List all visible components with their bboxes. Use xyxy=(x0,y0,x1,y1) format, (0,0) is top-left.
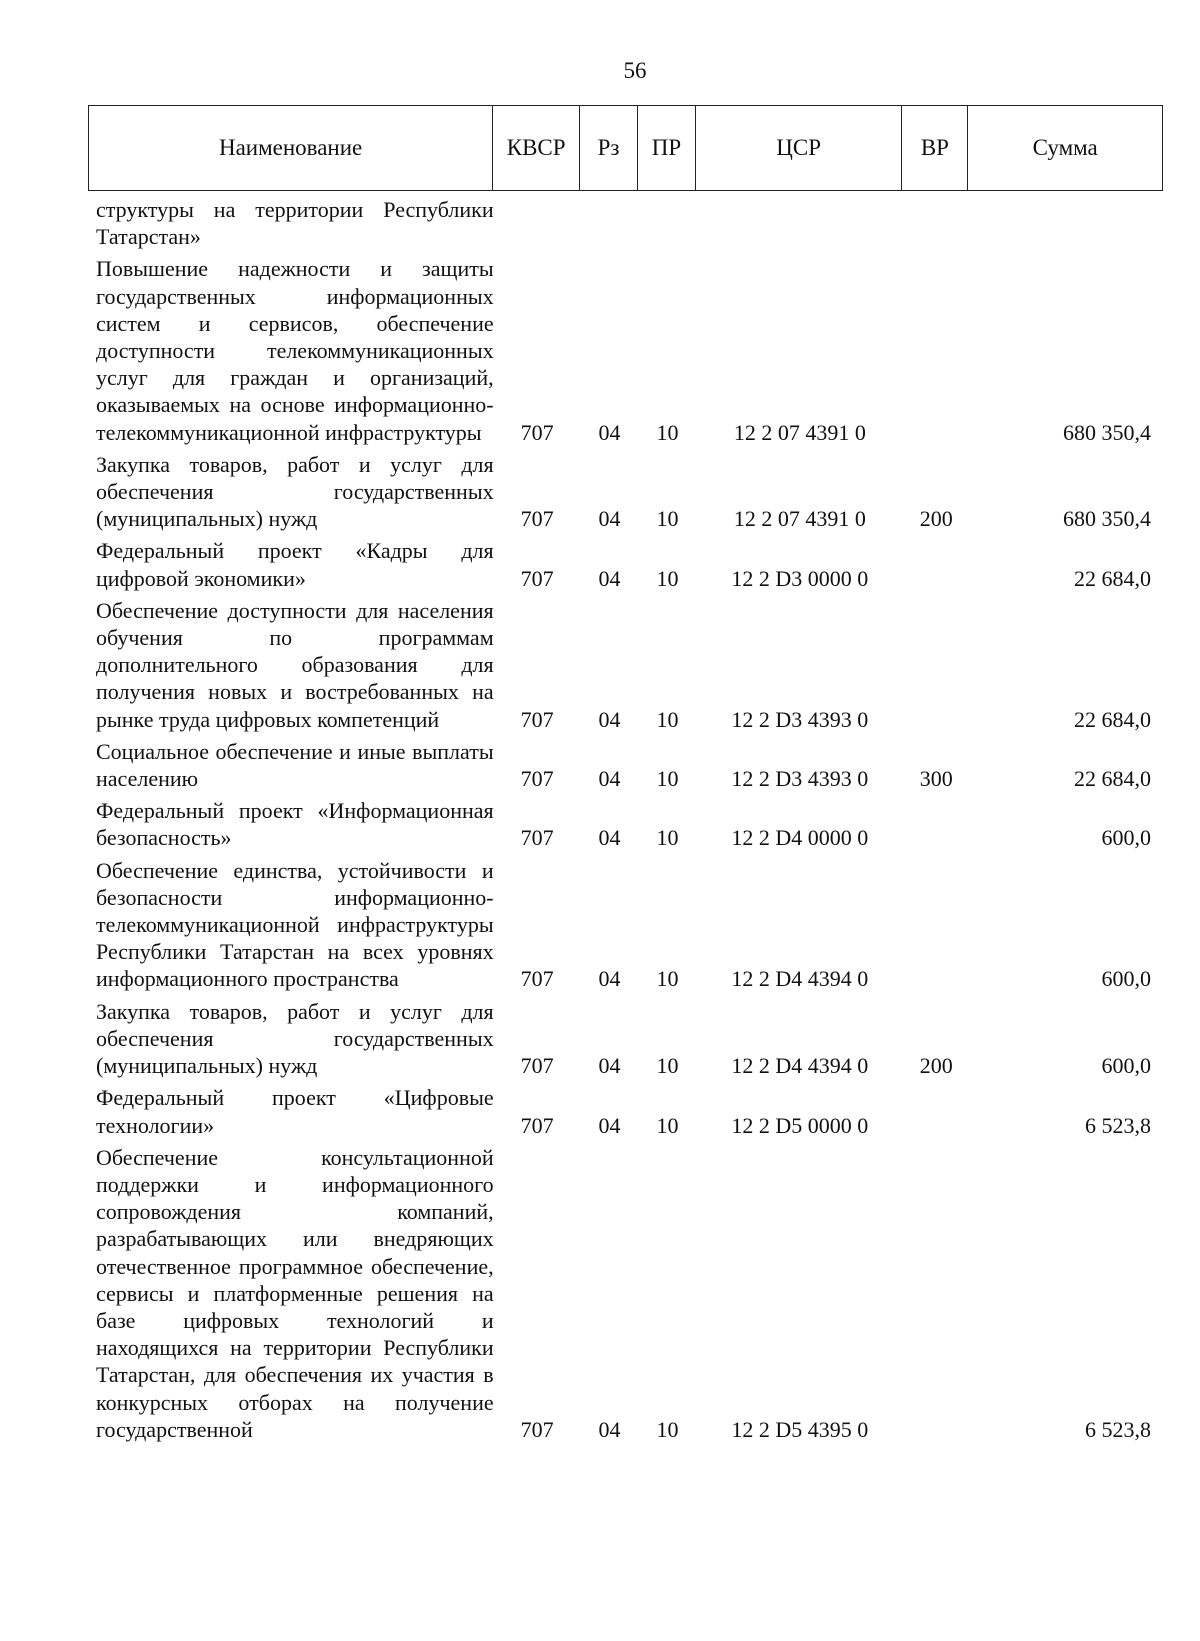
row-name: Закупка товаров, работ и услуг для обеспечения государственных (муниципальных) нужд xyxy=(96,998,494,1079)
page-number: 56 xyxy=(623,58,647,83)
row-name: Социальное обеспечение и иные выплаты населению xyxy=(96,738,494,792)
row-sum: 680 350,4 xyxy=(1062,506,1151,532)
row-kvsr: 707 xyxy=(520,1416,554,1442)
row-kvsr: 707 xyxy=(520,1112,554,1138)
row-vr: 200 xyxy=(919,1053,953,1079)
row-name: Федеральный проект «Информационная безопасность» xyxy=(96,798,494,851)
row-rz: 04 xyxy=(598,706,621,732)
row-pr: 10 xyxy=(656,419,679,445)
row-kvsr: 707 xyxy=(520,419,554,445)
header-rz: Рз xyxy=(580,106,638,190)
table-header xyxy=(88,105,1163,191)
table-row xyxy=(88,998,1163,1080)
row-csr: 12 2 D3 4393 0 xyxy=(731,706,869,732)
row-kvsr: 707 xyxy=(520,766,554,792)
row-pr: 10 xyxy=(656,565,679,591)
row-kvsr: 707 xyxy=(520,825,554,851)
row-sum: 600,0 xyxy=(1101,966,1151,992)
row-kvsr: 707 xyxy=(520,506,554,532)
header-sum: Сумма xyxy=(1032,135,1098,160)
row-pr: 10 xyxy=(656,706,679,732)
table-row xyxy=(88,797,1163,851)
row-sum: 6 523,8 xyxy=(1084,1416,1151,1442)
row-rz: 04 xyxy=(598,565,621,591)
row-pr: 10 xyxy=(656,766,679,792)
row-csr: 12 2 D4 4394 0 xyxy=(731,1053,869,1079)
row-pr: 10 xyxy=(656,1112,679,1138)
row-sum: 680 350,4 xyxy=(1062,419,1151,445)
header-csr: ЦСР xyxy=(696,106,903,190)
row-csr: 12 2 D4 4394 0 xyxy=(731,966,869,992)
row-kvsr: 707 xyxy=(520,966,554,992)
row-csr: 12 2 D5 0000 0 xyxy=(731,1112,869,1138)
row-name: Закупка товаров, работ и услуг для обеспечения государственных (муниципальных) нужд xyxy=(96,451,494,532)
row-name: структуры на территории Республики Татарстан» xyxy=(96,197,494,250)
row-name: Обеспечение консультационной поддержки и информационного сопровождения компаний, разрабатывающих или внедряющих отечественное программное обеспечение, сервисы и платформенные решения на базе цифровых технологий и находящихся на территории Республики Татарстан, для обеспечения их участия в конкурсных отборах на получение государственной xyxy=(96,1144,494,1442)
row-name: Федеральный проект «Цифровые технологии» xyxy=(96,1085,494,1138)
row-vr: 200 xyxy=(919,506,953,532)
row-rz: 04 xyxy=(598,825,621,851)
table-row xyxy=(88,537,1163,591)
row-name: Повышение надежности и защиты государственных информационных систем и сервисов, обеспечение доступности телекоммуникационных услуг для граждан и организаций, оказываемых на основе информационно-телекоммуникационной инфраструктуры xyxy=(96,256,494,445)
row-rz: 04 xyxy=(598,966,621,992)
table-row xyxy=(88,255,1163,445)
row-vr: 300 xyxy=(919,766,953,792)
row-rz: 04 xyxy=(598,1416,621,1442)
row-csr: 12 2 D4 0000 0 xyxy=(731,825,869,851)
header-vr: ВР xyxy=(902,106,968,190)
table-row xyxy=(88,1144,1163,1443)
row-rz: 04 xyxy=(598,1112,621,1138)
table-row xyxy=(88,451,1163,533)
row-sum: 22 684,0 xyxy=(1073,766,1151,792)
row-pr: 10 xyxy=(656,825,679,851)
table-row xyxy=(88,738,1163,792)
header-pr: ПР xyxy=(638,106,696,190)
row-name: Обеспечение доступности для населения обучения по программам дополнительного образования для получения новых и востребованных на рынке труда цифровых компетенций xyxy=(96,597,494,732)
row-csr: 12 2 D3 0000 0 xyxy=(731,565,869,591)
row-pr: 10 xyxy=(656,966,679,992)
row-name: Обеспечение единства, устойчивости и безопасности информационно-телекоммуникационной инфраструктуры Республики Татарстан на всех уровнях информационного пространства xyxy=(96,857,494,992)
row-sum: 22 684,0 xyxy=(1073,706,1151,732)
row-csr: 12 2 D5 4395 0 xyxy=(731,1416,869,1442)
table-row xyxy=(88,597,1163,733)
row-rz: 04 xyxy=(598,506,621,532)
header-kvsr: КВСР xyxy=(493,106,580,190)
header-name: Наименование xyxy=(89,106,493,190)
row-pr: 10 xyxy=(656,1053,679,1079)
row-rz: 04 xyxy=(598,1053,621,1079)
row-csr: 12 2 D3 4393 0 xyxy=(731,766,869,792)
row-kvsr: 707 xyxy=(520,1053,554,1079)
row-sum: 600,0 xyxy=(1101,825,1151,851)
row-csr: 12 2 07 4391 0 xyxy=(733,506,866,532)
table-row xyxy=(88,857,1163,993)
row-sum: 6 523,8 xyxy=(1084,1112,1151,1138)
table-row xyxy=(88,196,1163,250)
row-kvsr: 707 xyxy=(520,706,554,732)
row-rz: 04 xyxy=(598,419,621,445)
row-name: Федеральный проект «Кадры для цифровой экономики» xyxy=(96,538,494,591)
row-sum: 22 684,0 xyxy=(1073,565,1151,591)
table-row xyxy=(88,1084,1163,1138)
table-body xyxy=(88,196,1163,1448)
row-sum: 600,0 xyxy=(1101,1053,1151,1079)
row-kvsr: 707 xyxy=(520,565,554,591)
row-rz: 04 xyxy=(598,766,621,792)
row-pr: 10 xyxy=(656,506,679,532)
row-csr: 12 2 07 4391 0 xyxy=(733,419,866,445)
row-pr: 10 xyxy=(656,1416,679,1442)
